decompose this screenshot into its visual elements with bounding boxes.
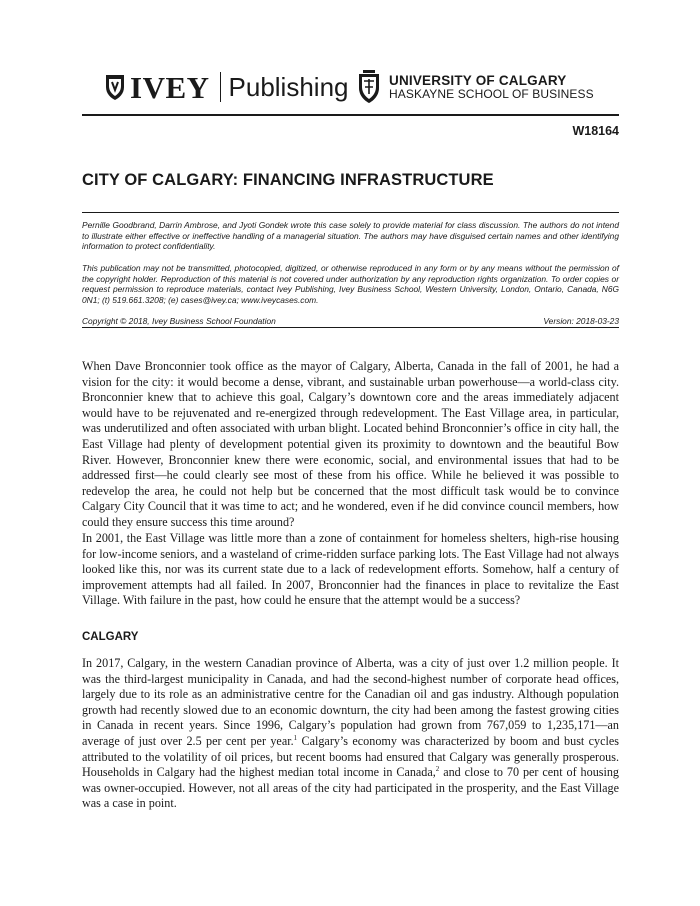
copyright-row bbox=[82, 316, 619, 326]
disclaimer-top-rule bbox=[82, 212, 619, 213]
section-heading-calgary: CALGARY bbox=[82, 631, 139, 643]
ivey-wordmark: IVEY bbox=[130, 69, 210, 105]
footnote-ref-1[interactable]: 1 bbox=[293, 733, 298, 742]
header-rule bbox=[82, 114, 619, 116]
copyright-notice: Copyright © 2018, Ivey Business School Foundation bbox=[82, 316, 276, 326]
calgary-text-part-2: Calgary’s economy was characterized by boom and bust cycles attributed to the volatility of oil prices, but recent booms had ensured that Calgary was generally prosperous. Households in Calgary had the highest median total income in Canada, bbox=[82, 733, 619, 780]
calgary-paragraph bbox=[82, 656, 619, 812]
rights-disclaimer: This publication may not be transmitted, photocopied, digitized, or otherwise reproduced in any form or by any means without the permission of the copyright holder. Reproduction of this material is not covered under authorization by any reproduction rights organization. To order copies or request permission to reproduce materials, contact Ivey Publishing, Ivey Business School, Western University, London, Ontario, Canada, N6G 0N1; (t) 519.661.3208; (e) cases@ivey.ca; www.iveycases.com. bbox=[82, 263, 619, 305]
publishing-wordmark: Publishing bbox=[228, 72, 349, 102]
university-name: UNIVERSITY OF CALGARY bbox=[389, 72, 567, 88]
disclaimer-bottom-rule bbox=[82, 327, 619, 328]
authors-disclaimer: Pernille Goodbrand, Darrin Ambrose, and Jyoti Gondek wrote this case solely to provide material for class discussion. The authors do not intend to illustrate either effective or ineffective handling of a managerial situation. The authors may have disguised certain names and other identifying information to protect confidentiality. bbox=[82, 220, 619, 252]
school-name: HASKAYNE SCHOOL OF BUSINESS bbox=[389, 86, 594, 101]
university-of-calgary-logo bbox=[357, 70, 594, 104]
ivey-publishing-logo bbox=[104, 68, 349, 106]
version-label: Version: 2018-03-23 bbox=[543, 316, 619, 326]
university-crest-icon bbox=[357, 70, 381, 104]
east-village-paragraph: In 2001, the East Village was little more than a zone of containment for homeless shelters, high-rise housing for low-income seniors, and a wasteland of crime-ridden surface parking lots. The East Village had not always looked like this, nor was its current state due to a lack of redevelopment efforts. Somehow, half a century of improvement attempts had all failed. In 2007, Bronconnier had the finances in place to revitalize the East Village. With failure in the past, how could he ensure that the attempt would be a success? bbox=[82, 531, 619, 608]
calgary-text-part-3: and close to 70 per cent of housing was owner-occupied. However, not all areas of the city had participated in the prosperity, and the East Village was a case in point. bbox=[82, 765, 619, 811]
case-title: CITY OF CALGARY: FINANCING INFRASTRUCTURE bbox=[82, 171, 494, 189]
footnote-ref-2[interactable]: 2 bbox=[435, 765, 440, 774]
case-number: W18164 bbox=[572, 124, 619, 138]
ivey-shield-icon bbox=[104, 72, 126, 102]
calgary-text-part-1: In 2017, Calgary, in the western Canadian province of Alberta, was a city of just over 1.2 million people. It was the third-largest municipality in Canada, and had the second-highest number of corporate head offices, largely due to its role as an administrative centre for the Canadian oil and gas industry. Although population growth had recently slowed due to an economic downturn, the city had been among the fastest growing cities in Canada in recent years. Since 1996, Calgary’s population had grown from 767,059 to 1,235,171—an average of just over 2.5 per cent per year. bbox=[82, 656, 619, 748]
logo-divider bbox=[220, 72, 221, 102]
intro-paragraph: When Dave Bronconnier took office as the mayor of Calgary, Alberta, Canada in the fall of 2001, he had a vision for the city: it would become a dense, vibrant, and sustainable urban powerhouse—a world-class city. Bronconnier knew that to achieve this goal, Calgary’s downtown core and the areas immediately adjacent would have to be rejuvenated and re-energized through redevelopment. The East Village area, in particular, was underutilized and often associated with urban blight. Located behind Bronconnier’s office in city hall, the East Village had plenty of development potential given its proximity to downtown and the beautiful Bow River. However, Bronconnier knew there were economic, social, and environmental issues that had to be addressed first—he could clearly see most of these from his office. While he believed it was possible to redevelop the area, he could not help but be concerned that the most difficult task would be to convince Calgary City Council that it was time to act; and he wondered, even if he did convince council members, how could they ensure success this time around? bbox=[82, 359, 619, 529]
